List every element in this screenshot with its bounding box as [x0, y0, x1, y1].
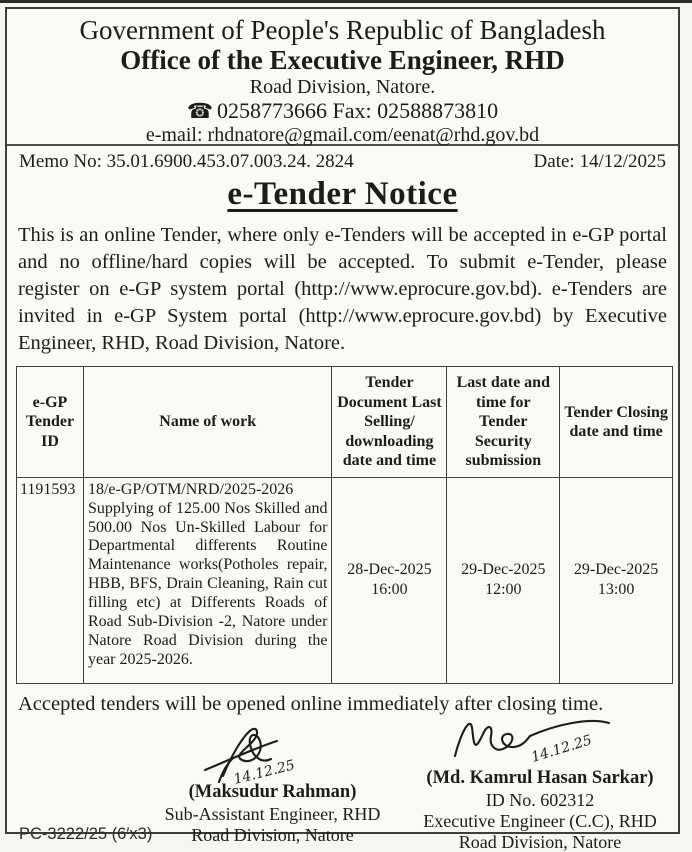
page-title: e-Tender Notice [227, 176, 458, 212]
signer-org-right: Road Division, Natore [458, 832, 622, 852]
government-line: Government of People's Republic of Bangladesh [79, 15, 606, 45]
memo-row [7, 146, 678, 173]
intro-paragraph: This is an online Tender, where only e-Tenders will be accepted in e-GP portal and no offline/hard copies will be accepted. To submit e-Tender, please register on e-GP system portal (http://www.eprocure.gov.bd). e-Tenders are invited in e-GP System portal (http://www.eprocure.gov.bd) by Executive Engineer, RHD, Road Division, Natore. [18, 224, 667, 355]
closing-time: 13:00 [597, 581, 635, 599]
handwritten-date-right: 14.12.25 [529, 732, 594, 766]
email-line: e-mail: rhdnatore@gmail.com/eenat@rhd.gov.bd [145, 123, 540, 146]
division-line: Road Division, Natore. [249, 76, 436, 99]
phone-fax-text: 0258773666 Fax: 02588873810 [217, 98, 499, 124]
scan-edge-strip [0, 0, 692, 3]
signature-region [7, 718, 678, 850]
title-wrap [7, 176, 678, 213]
telephone-icon: ☎ [186, 99, 214, 124]
work-description: Supplying of 125.00 Nos Skilled and 500.00 Nos Un-Skilled Labour for Departmental differents Routine Maintenance works(Potholes repair, HBB, BFS, Drain Cleaning, Rain cut filling etc) at Differents Roads of Road Sub-Division -2, Natore under Natore Road Division during the year 2025-2026. [87, 499, 328, 668]
security-date: 29-Dec-2025 [461, 560, 546, 578]
closing-date-cell [560, 477, 673, 683]
security-time: 12:00 [485, 581, 522, 599]
selling-date-cell [332, 477, 447, 683]
work-cell [83, 477, 332, 683]
signer-name-left: (Maksudur Rahman) [188, 781, 357, 802]
column-header-last-selling: Tender Document Last Selling/ downloading date and time [332, 367, 447, 478]
tender-table [16, 366, 673, 684]
closing-note: Accepted tenders will be opened online immediately after closing time. [18, 692, 604, 715]
signature-block-right [409, 768, 671, 852]
selling-date: 28-Dec-2025 [347, 560, 432, 578]
signer-title-left: Sub-Assistant Engineer, RHD [164, 803, 381, 824]
selling-time: 16:00 [371, 581, 408, 599]
column-header-name-of-work: Name of work [83, 367, 332, 478]
signer-id-right: ID No. 602312 [485, 789, 595, 810]
column-header-security-submission: Last date and time for Tender Security submission [447, 367, 560, 478]
column-header-closing: Tender Closing date and time [560, 367, 673, 478]
office-line: Office of the Executive Engineer, RHD [120, 44, 565, 75]
signer-title-right: Executive Engineer (C.C), RHD [423, 810, 657, 831]
signature-block-left [145, 782, 400, 846]
print-code: PC-3222/25 (6′x3) [19, 824, 153, 843]
table-header-row [17, 367, 673, 478]
letterhead [7, 9, 678, 146]
security-date-cell [447, 477, 560, 683]
table-row [17, 477, 673, 683]
memo-date: Date: 14/12/2025 [533, 151, 666, 172]
signer-name-right: (Md. Kamrul Hasan Sarkar) [426, 767, 654, 788]
memo-number: Memo No: 35.01.6900.453.07.003.24. 2824 [19, 151, 354, 172]
work-reference: 18/e-GP/OTM/NRD/2025-2026 [87, 480, 294, 498]
closing-date: 29-Dec-2025 [573, 560, 659, 578]
signer-org-left: Road Division, Natore [191, 824, 354, 845]
tender-id-cell: 1191593 [17, 477, 84, 683]
column-header-tender-id: e-GP Tender ID [17, 367, 84, 478]
phone-line [7, 99, 678, 123]
notice-border-box [5, 7, 680, 852]
handwritten-date-left: 14.12.25 [232, 757, 297, 788]
